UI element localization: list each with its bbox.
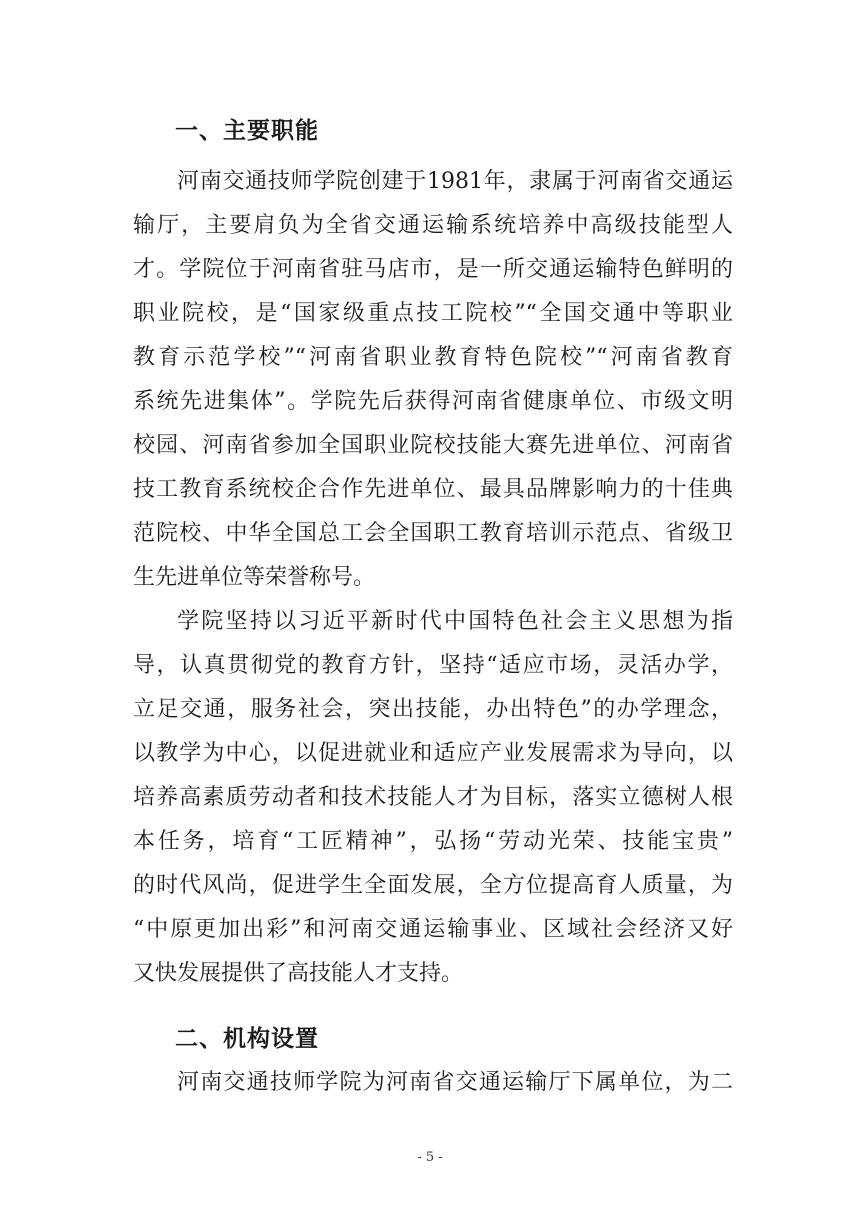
paragraph-line: 学院坚持以习近平新时代中国特色社会主义思想为指 <box>177 609 733 634</box>
section-heading-main-functions: 一、主要职能 <box>175 118 319 144</box>
paragraph-line: 校园、河南省参加全国职业院校技能大赛先进单位、河南省 <box>133 433 733 458</box>
paragraph-line: 系统先进集体”。学院先后获得河南省健康单位、市级文明 <box>133 389 733 414</box>
paragraph-line: 范院校、中华全国总工会全国职工教育培训示范点、省级卫 <box>133 521 733 546</box>
paragraph-line: 生先进单位等荣誉称号。 <box>133 565 376 590</box>
paragraph-line: 教育示范学校”“河南省职业教育特色院校”“河南省教育 <box>133 345 733 370</box>
paragraph-line: 导，认真贯彻党的教育方针，坚持“适应市场，灵活办学， <box>133 653 733 678</box>
paragraph-line: 输厅，主要肩负为全省交通运输系统培养中高级技能型人 <box>133 213 733 238</box>
paragraph-line: 技工教育系统校企合作先进单位、最具品牌影响力的十佳典 <box>133 477 733 502</box>
paragraph-line: 本任务，培育“工匠精神”，弘扬“劳动光荣、技能宝贵” <box>133 829 733 854</box>
paragraph-line: 才。学院位于河南省驻马店市，是一所交通运输特色鲜明的 <box>133 257 733 282</box>
page-number: - 5 - <box>417 1150 443 1165</box>
paragraph-line: 又快发展提供了高技能人才支持。 <box>133 961 464 986</box>
paragraph-line: 以教学为中心，以促进就业和适应产业发展需求为导向，以 <box>133 741 733 766</box>
paragraph-line: 培养高素质劳动者和技术技能人才为目标，落实立德树人根 <box>133 785 733 810</box>
section-heading-organization: 二、机构设置 <box>175 1026 319 1052</box>
paragraph-line: 立足交通，服务社会，突出技能，办出特色”的办学理念， <box>133 697 733 722</box>
paragraph-line: “中原更加出彩”和河南交通运输事业、区域社会经济又好 <box>133 917 733 942</box>
paragraph-line: 河南交通技师学院创建于1981年，隶属于河南省交通运 <box>177 169 733 194</box>
paragraph-line: 河南交通技师学院为河南省交通运输厅下属单位，为二 <box>177 1070 733 1095</box>
document-page <box>133 0 733 1216</box>
paragraph-line: 职业院校，是“国家级重点技工院校”“全国交通中等职业 <box>133 301 733 326</box>
paragraph-line: 的时代风尚，促进学生全面发展，全方位提高育人质量，为 <box>133 873 733 898</box>
